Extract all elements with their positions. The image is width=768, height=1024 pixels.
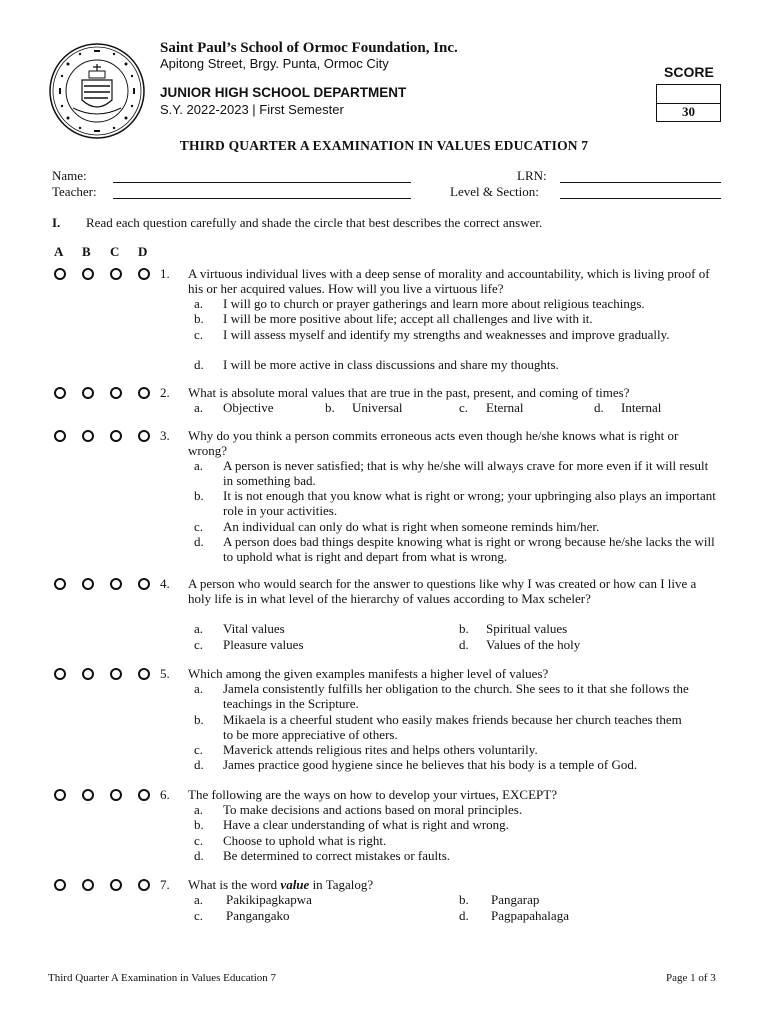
name-label: Name: [52,168,87,183]
question-number: 4. [160,576,170,591]
option-letter: b. [194,817,204,832]
answer-bubble-a[interactable] [54,387,66,399]
question-text: Why do you think a person commits erroneous acts even though he/she knows what is right or wrong? [188,428,679,458]
option-text: A person does bad things despite knowing what is right or wrong because he/she lacks the will to uphold what is right and depart from what is wrong. [223,534,715,564]
question-number: 1. [160,266,170,281]
option-letter: b. [459,621,469,636]
answer-bubble-a[interactable] [54,268,66,280]
option-letter: b. [194,311,204,326]
option-text: Maverick attends religious rites and helps others voluntarily. [223,742,538,757]
answer-bubble-b[interactable] [82,268,94,280]
exam-title: THIRD QUARTER A EXAMINATION IN VALUES EDUCATION 7 [179,138,589,153]
answer-bubble-d[interactable] [138,387,150,399]
option-text: Have a clear understanding of what is right and wrong. [223,817,509,832]
question-number: 2. [160,385,170,400]
answer-bubble-c[interactable] [110,387,122,399]
option-text: I will be more positive about life; accept all challenges and live with it. [223,311,593,326]
answer-bubble-c[interactable] [110,668,122,680]
option-text: Be determined to correct mistakes or faults. [223,848,451,863]
option-text: Jamela consistently fulfills her obligation to the church. She sees to it that she follows the teachings in the Scripture. [223,681,689,711]
option-text: Pleasure values [223,637,304,652]
option-text: Vital values [223,621,285,636]
option-text: Pakikipagkapwa [226,892,312,907]
score-label: SCORE [664,64,714,80]
option-text: Spiritual values [486,621,568,636]
option-letter: a. [194,802,204,817]
option-text: Pangangako [226,908,290,923]
answer-bubble-d[interactable] [138,578,150,590]
page-number: Page 1 of 3 [666,972,716,984]
option-text: An individual can only do what is right when someone reminds him/her. [223,519,600,534]
question-1 [0,266,768,376]
option-letter: d. [194,534,204,549]
footer-title: Third Quarter A Examination in Values Education 7 [48,972,276,984]
option-text: Choose to uphold what is right. [223,833,387,848]
question-number: 6. [160,787,170,802]
option-letter: a. [194,400,204,415]
option-letter: a. [194,892,204,907]
choice-header-a: A [54,244,64,259]
answer-bubble-a[interactable] [54,430,66,442]
option-text: Internal [621,400,662,415]
option-letter: a. [194,681,204,696]
option-letter: c. [194,742,204,757]
option-letter: a. [194,296,204,311]
answer-bubble-a[interactable] [54,879,66,891]
question-text [188,877,718,892]
emphasized-word: value [280,877,310,892]
option-text: I will be more active in class discussions and share my thoughts. [223,357,559,372]
question-4 [0,576,768,656]
answer-bubble-a[interactable] [54,668,66,680]
score-box[interactable] [656,84,721,122]
lrn-label: LRN: [517,168,547,183]
option-letter: d. [459,908,469,923]
school-year: S.Y. 2022-2023 | First Semester [160,102,344,117]
question-6 [0,787,768,867]
option-text: Values of the holy [486,637,581,652]
choice-header-b: B [82,244,91,259]
part-instruction: Read each question carefully and shade the circle that best describes the correct answer. [86,215,543,230]
answer-bubble-c[interactable] [110,268,122,280]
score-total: 30 [682,104,695,119]
question-number: 5. [160,666,170,681]
option-letter: d. [194,848,204,863]
school-address: Apitong Street, Brgy. Punta, Ormoc City [160,56,389,71]
answer-bubble-a[interactable] [54,578,66,590]
answer-bubble-b[interactable] [82,430,94,442]
question-text: The following are the ways on how to develop your virtues, EXCEPT? [188,787,557,802]
answer-bubble-c[interactable] [110,879,122,891]
question-number: 7. [160,877,170,892]
option-text: I will go to church or prayer gatherings and learn more about religious teachings. [223,296,645,311]
option-text: A person is never satisfied; that is why he/she will always crave for more even if it will result in something bad. [223,458,709,488]
part-number: I. [52,215,61,230]
option-letter: c. [194,637,204,652]
answer-bubble-a[interactable] [54,789,66,801]
option-letter: b. [325,400,335,415]
answer-bubble-c[interactable] [110,578,122,590]
level-section-field[interactable] [560,198,721,199]
option-text: Objective [223,400,274,415]
teacher-field[interactable] [113,198,411,199]
option-text: Pagpapahalaga [491,908,569,923]
question-text: A virtuous individual lives with a deep sense of morality and accountability, which is living proof of his or her acquired values. How will you live a virtuous life? [188,266,710,296]
answer-bubble-d[interactable] [138,268,150,280]
answer-bubble-d[interactable] [138,879,150,891]
option-letter: a. [194,458,204,473]
question-7 [0,877,768,927]
answer-bubble-b[interactable] [82,578,94,590]
answer-bubble-c[interactable] [110,789,122,801]
option-letter: c. [194,519,204,534]
answer-bubble-b[interactable] [82,668,94,680]
question-5 [0,666,768,776]
option-text: I will assess myself and identify my strengths and weaknesses and improve gradually. [223,327,670,342]
choice-header-d: D [138,244,148,259]
answer-bubble-d[interactable] [138,430,150,442]
question-text: What is absolute moral values that are true in the past, present, and coming of times? [188,385,630,400]
answer-bubble-c[interactable] [110,430,122,442]
option-text: Pangarap [491,892,540,907]
question-text-part: in Tagalog? [309,877,374,892]
option-letter: b. [194,712,204,727]
option-letter: c. [459,400,469,415]
department-name: JUNIOR HIGH SCHOOL DEPARTMENT [160,85,407,100]
question-text: A person who would search for the answer to questions like why I was created or how can I live a holy life is in what level of the hierarchy of values according to Max scheler? [188,576,697,606]
option-letter: c. [194,327,204,342]
question-text: Which among the given examples manifests a higher level of values? [188,666,549,681]
option-letter: d. [594,400,604,415]
answer-bubble-b[interactable] [82,879,94,891]
option-letter: d. [459,637,469,652]
school-seal-logo [48,42,146,140]
question-2 [0,385,768,419]
option-letter: d. [194,357,204,372]
name-field[interactable] [113,182,411,183]
option-letter: b. [459,892,469,907]
choice-header-c: C [110,244,120,259]
answer-bubble-b[interactable] [82,387,94,399]
question-3 [0,428,768,568]
option-text: To make decisions and actions based on moral principles. [223,802,523,817]
option-letter: c. [194,908,204,923]
option-text: James practice good hygiene since he believes that his body is a temple of God. [223,757,638,772]
answer-bubble-d[interactable] [138,789,150,801]
option-letter: c. [194,833,204,848]
option-text: Eternal [486,400,524,415]
teacher-label: Teacher: [52,184,97,199]
question-number: 3. [160,428,170,443]
option-letter: d. [194,757,204,772]
question-text-part: What is the word [188,877,281,892]
option-text: Universal [352,400,403,415]
option-text: Mikaela is a cheerful student who easily makes friends because her church teaches them to be more appreciative of others. [223,712,682,742]
lrn-field[interactable] [560,182,721,183]
answer-bubble-b[interactable] [82,789,94,801]
option-text: It is not enough that you know what is right or wrong; your upbringing also plays an important role in your activities. [223,488,716,518]
answer-bubble-d[interactable] [138,668,150,680]
level-section-label: Level & Section: [450,184,539,199]
school-name: Saint Paul’s School of Ormoc Foundation, Inc. [160,40,458,56]
option-letter: a. [194,621,204,636]
option-letter: b. [194,488,204,503]
